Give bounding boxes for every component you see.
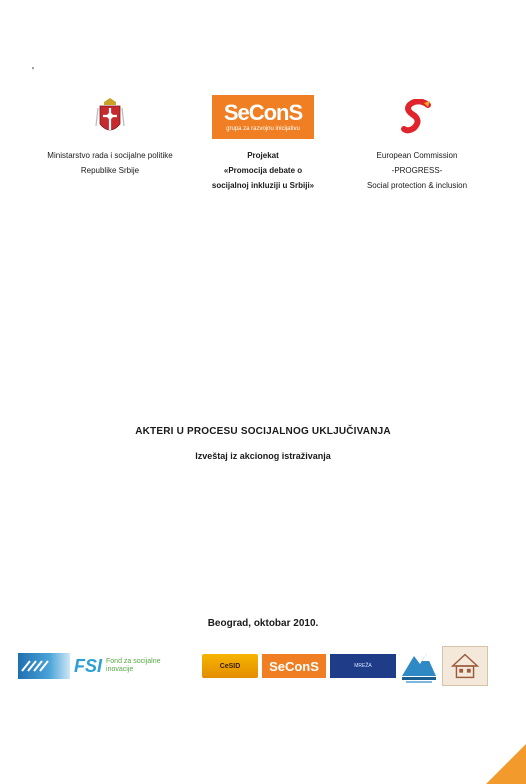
place-and-date: Beograd, oktobar 2010. — [207, 618, 319, 629]
social-protection-label: Social protection & inclusion — [366, 181, 468, 191]
fsi-text-line1: Fond za socijalne — [106, 658, 161, 666]
partner-logos-row — [18, 644, 490, 688]
page-marker: ' — [32, 66, 34, 77]
eu-commission-label: European Commission — [376, 151, 458, 160]
fsi-text-line2: inovacije — [106, 666, 134, 673]
progress-s-logo-icon — [400, 99, 434, 135]
project-name-line2: socijalnoj inkluziji u Srbiji» — [211, 181, 315, 191]
mreza-logo: MREŽA — [330, 654, 396, 678]
ministry-column — [20, 92, 200, 178]
secons-logo-tagline: grupa za razvojnu inicijativu — [226, 126, 300, 132]
document-subtitle: Izveštaj iz akcionog istraživanja — [195, 451, 331, 461]
document-title: AKTERI U PROCESU SOCIJALNOG UKLJUČIVANJA — [135, 426, 391, 437]
mountain-logo-icon — [400, 646, 438, 686]
fsi-text — [106, 658, 160, 673]
secons-logo-area — [188, 92, 338, 142]
ministry-name: Ministarstvo rada i socijalne politike — [47, 151, 173, 160]
project-name-line1: «Promocija debate o — [223, 166, 303, 176]
secons-logo — [212, 95, 314, 139]
progress-label: -PROGRESS- — [391, 166, 443, 176]
page-corner-accent — [486, 744, 526, 784]
serbian-coat-of-arms-icon — [94, 96, 126, 138]
ministry-strip-logo — [18, 653, 70, 679]
ministry-logo-area — [20, 92, 200, 142]
project-column — [188, 92, 338, 194]
progress-logo-area — [348, 92, 486, 142]
fsi-logo — [74, 653, 198, 679]
project-label: Projekat — [247, 151, 279, 160]
stripes-icon — [20, 659, 68, 673]
ministry-country: Republike Srbije — [80, 166, 140, 176]
secons-logo-word: SeConS — [223, 100, 303, 125]
house-logo-icon — [442, 646, 488, 686]
title-block — [0, 426, 526, 461]
eu-column — [348, 92, 486, 194]
secons-small-logo: SeConS — [262, 654, 326, 678]
fsi-mark: FSI — [74, 655, 103, 676]
cesid-logo: CeSID — [202, 654, 258, 678]
